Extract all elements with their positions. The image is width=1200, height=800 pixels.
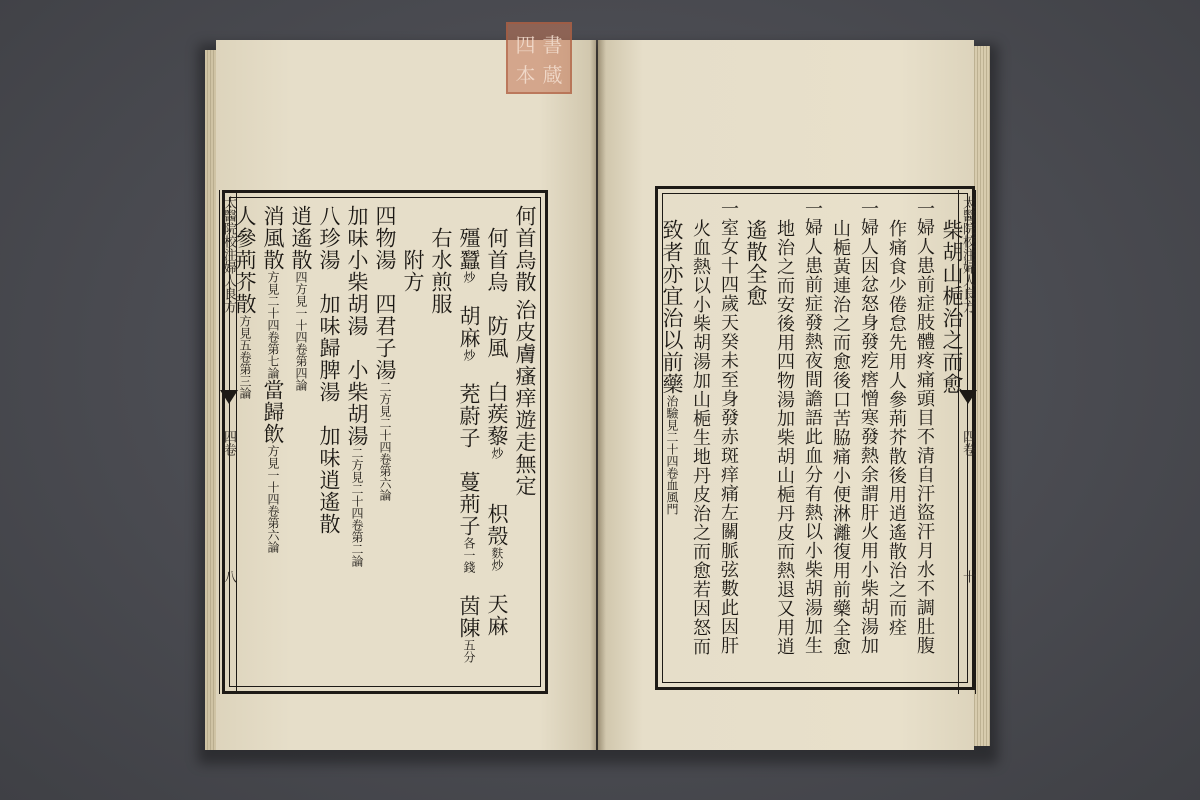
right-volume-label: 四卷 [960, 430, 975, 456]
text-column: 殭蠶炒 胡麻炒 茺蔚子 蔓荊子各一錢 茵陳五分 [457, 227, 481, 663]
text-column: 火血熱以小柴胡湯加山梔生地丹皮治之而愈若因怒而 [690, 219, 711, 656]
seal-char: 蔵 [542, 62, 563, 87]
text-column: 一婦人患前症肢體疼痛頭目不清自汗盜汗月水不調肚腹 [914, 199, 935, 655]
seal-char: 書 [542, 32, 563, 57]
text-column: 致者亦宜治以前藥治驗見二十四卷血風門 [660, 219, 684, 515]
text-column: 地治之而安後用四物湯加柴胡山梔丹皮而熱退又用逍 [774, 219, 795, 656]
seal-char: 本 [515, 62, 536, 87]
text-column: 一婦人患前症發熱夜間譫語此血分有熱以小柴胡湯加生 [802, 199, 823, 655]
left-text-frame [222, 190, 548, 694]
right-center-column [958, 190, 976, 694]
text-column: 加味小柴胡湯 小柴胡湯二方見二十四卷第二論 [345, 205, 369, 567]
text-column: 四物湯 四君子湯二方見二十四卷第六論 [373, 205, 397, 501]
left-page-number: 八 [221, 570, 236, 583]
text-column: 一婦人因忿怒身發疙瘩憎寒發熱余謂肝火用小柴胡湯加 [858, 199, 879, 655]
fishtail-mark [959, 390, 977, 404]
red-collector-seal [506, 22, 572, 94]
text-column: 人參荊芥散方見五卷第三論 [233, 205, 257, 399]
text-column: 八珍湯 加味歸脾湯 加味逍遙散 [317, 205, 341, 535]
left-volume-label: 四卷 [221, 430, 236, 456]
text-column: 附方 [401, 227, 425, 293]
right-text-frame [655, 186, 975, 690]
right-page-number: 十 [960, 570, 975, 583]
text-column: 山梔黃連治之而愈後口苦脇痛小便淋灕復用前藥全愈 [830, 219, 851, 656]
text-column: 何首烏 防風 白蒺藜炒 枳殼麩炒 天麻 [485, 227, 509, 637]
book-gutter [590, 40, 606, 750]
seal-char: 四 [515, 32, 536, 57]
text-column: 一室女十四歲天癸未至身發赤斑痒痛左關脈弦數此因肝 [718, 199, 739, 655]
text-column: 何首烏散治皮膚瘙痒遊走無定 [513, 205, 537, 497]
text-column: 消風散方見二十四卷第七論當歸飲方見一十四卷第六論 [261, 205, 285, 553]
text-column: 作痛食少倦怠先用人參荊芥散後用逍遙散治之而痊 [886, 219, 907, 637]
text-column: 遙散全愈 [744, 219, 768, 307]
left-running-title: 太醫院校注婦人良方 [221, 196, 236, 313]
right-running-title: 太醫院校注婦人良方 [960, 196, 975, 313]
text-column: 逍遙散四方見一十四卷第四論 [289, 205, 313, 391]
text-column: 柴胡山梔治之而愈 [940, 219, 964, 395]
text-column: 右水煎服 [429, 227, 453, 315]
